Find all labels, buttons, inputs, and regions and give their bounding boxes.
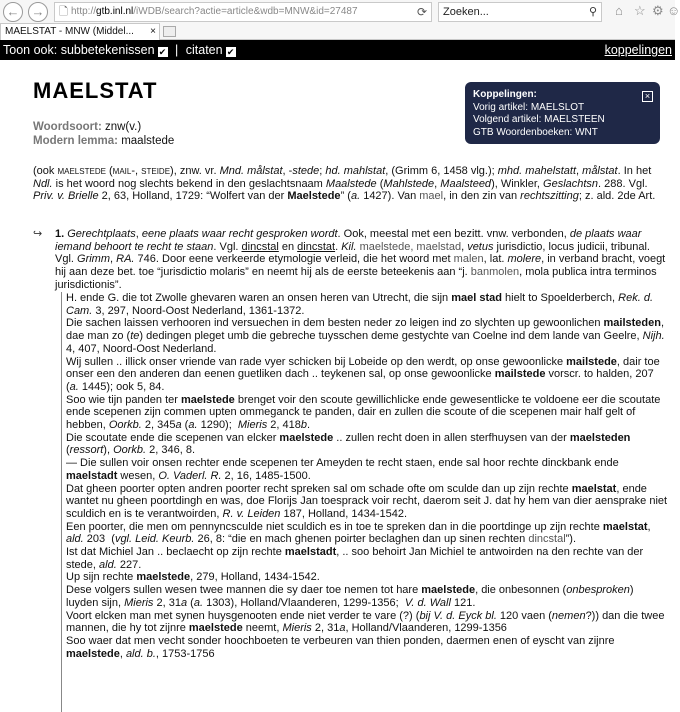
entry-meta: Woordsoort: znw(v.) Modern lemma: maalstede bbox=[33, 121, 175, 147]
etymology-paragraph: (ook maelstede (mail-, steide), znw. vr. Mnd. målstat, -stede; hd. mahlstat, (Grimm 6, 1458 vlg.); mhd. mahelstatt, målstat. In het Ndl. is het woord nog slechts bekend in den geslachtsnaam Maalstede (Mahlstede, Maalsteed), Winkler, Geslachtsn. 288. Vgl. Priv. v. Brielle 2, 63, Holland, 1729: “Wolfert van der Maelstede” (a. 1427). Van mael, in den zin van rechtszitting; z. ald. 2de Art. bbox=[33, 165, 656, 203]
koppelingen-panel: Koppelingen: Vorig artikel: MAELSLOT Volgend artikel: MAELSTEEN GTB Woordenboeken: WNT × bbox=[465, 82, 660, 144]
citation: Voort elcken man met synen huysgenooten ende niet verder te vare (?) (bij V. d. Eyck bl. 120 vaen (nemen?)) dan die twee mannen, die hy tot zijnre maelstede neemt, Mieris 2, 31a, Holland/Vlaanderen, 1299-1356 bbox=[66, 609, 665, 635]
citation: Wij sullen .. illick onser vriende van rade vyer schicken bij Lobeide op den werdt, op onse gewoonlicke mailstede, dair toe onser een den anderen dan eenen guetliken dach .. teykenen sal, op onse gewoonlicke mailstede vorscr. to halden, 207 (a. 1445); ook 5, 84. bbox=[66, 355, 660, 393]
citation: Dese volgers sullen wesen twee mannen die sy daer toe nemen tot hare maelstede, die onbesonnen (onbesproken) luyden sijn, Mieris 2, 31a (a. 1303), Holland/Vlaanderen, 1299-1356; V. d. Wall 121. bbox=[66, 584, 634, 609]
favorites-icon[interactable]: ☆ bbox=[634, 3, 646, 18]
citation: Een poorter, die men om pennyncsculde niet sculdich es in toe te spreken dan in die poortdinge up zijn rechte maelstat, ald. 203 (vgl. Leid. Keurb. 26, 8: “die en mach ghenen poirter beclaghen dan up sinen rechten dincstal”). bbox=[66, 520, 651, 546]
address-bar[interactable]: 🗋 http://gtb.inl.nl/iWDB/search?actie=article&wdb=MNW&id=27487 ⟳ bbox=[54, 2, 432, 22]
citation: Ist dat Michiel Jan .. beclaecht op zijn rechte maelstadt, .. soo behoirt Jan Michiel te antwoirden na den rechte van der stede, ald. 227. bbox=[66, 546, 644, 571]
forward-button[interactable]: → bbox=[28, 2, 48, 22]
vorig-artikel-link[interactable]: MAELSLOT bbox=[530, 101, 585, 113]
citation: Up sijn rechte maelstede, 279, Holland, 1434-1542. bbox=[66, 571, 320, 584]
citation: Soo waer dat men vecht sonder hoochboeten te verbeuren van thien ponden, daermen enen of eyscht van zijnre maelstede, ald. b., 1753-1756 bbox=[66, 634, 615, 660]
citation: Soo wie tijn panden ter maelstede brenget voir den scoute gewillichlicke ende gewesentlicke te voldoene eer die scoutate ende scepenen zijn commen upten ommeganck te panden, dair en zullen die scoute of die scepenen mair half gelt of hebben, Oorkb. 2, 345a (a. 1290); Mieris 2, 418b. bbox=[66, 393, 661, 432]
citation: — Die sullen voir onsen rechter ende scepenen ter Ameyden te recht staen, ende sal hoor rechte dinckbank ende maelstadt wesen, O. Vaderl. R. 2, 16, 1485-1500. bbox=[66, 457, 619, 482]
citation: Dat gheen poorter opten andren poorter recht spreken sal om schade ofte om sculde dan up zijn rechte maelstat, ende wantet nu gheen poortdingh en was, doe Florijs Jan toesprack voir recht, daerom seit J. dat hy hem van dier aensprake niet sculdich en is te verantwoirden, R. v. Leiden 187, Holland, 1434-1542. bbox=[66, 482, 668, 520]
headword: MAELSTAT bbox=[33, 78, 158, 103]
citation: Die sachen laissen verhooren ind versuechen in dem besten neder zo leigen ind zo slychten up gewoonlichen mailsteden, dae man zo (te) dedingen pleget umb die gebreche tuysschen deme gestychte van Coelne ind dem lande van Geelre, Nijh. 4, 407, Noord-Oost Nederland. bbox=[66, 317, 665, 355]
sense-arrow-icon[interactable]: ↪ bbox=[33, 228, 43, 240]
browser-chrome bbox=[0, 0, 680, 40]
display-options-bar: Toon ook: subbetekenissen ✔ | citaten ✔ koppelingen bbox=[0, 40, 675, 60]
citaten-checkbox[interactable]: ✔ bbox=[226, 47, 235, 57]
back-button[interactable]: ← bbox=[3, 2, 23, 22]
sense-1: ↪ 1. Gerechtplaats, eene plaats waar recht gesproken wordt. Ook, meestal met een bezitt. vnw. verbonden, de plaats waar iemand behoort te recht te staan. Vgl. dincstal en dincstat. Kil. maelstede, maelstad, vetus jurisdictio, locus judicii, tribunal. Vgl. Grimm, RA. 746. Door eene verkeerde etymologie verleid, die het woord met malen, lat. molere, in verband bracht, voegt hij aan deze bet. toe “jurisdictio molaris” en neemt hij als de eerste beteekenis aan “j. banmolen, mola publica intra terminos jurisdictionis”. bbox=[33, 228, 666, 291]
tab-close-icon[interactable]: × bbox=[150, 26, 156, 37]
home-icon[interactable]: ⌂ bbox=[615, 3, 623, 18]
browser-tab[interactable]: MAELSTAT - MNW (Middel... × bbox=[0, 23, 160, 40]
citations-list bbox=[66, 292, 668, 660]
close-icon[interactable]: × bbox=[642, 91, 653, 102]
page-icon: 🗋 bbox=[59, 6, 68, 18]
search-input[interactable]: Zoeken... ⚲ bbox=[438, 2, 602, 22]
search-icon[interactable]: ⚲ bbox=[588, 6, 597, 18]
citation: H. ende G. die tot Zwolle ghevaren waren an onsen heren van Utrecht, die sijn mael stad hielt to Spoelderberch, Rek. d. Cam. 3, 297, Noord-Oost Nederland, 1361-1372. bbox=[66, 292, 654, 317]
refresh-icon[interactable]: ⟳ bbox=[416, 5, 427, 19]
new-tab-button[interactable] bbox=[163, 26, 176, 37]
volgend-artikel-link[interactable]: MAELSTEEN bbox=[544, 114, 605, 125]
feedback-icon[interactable]: ☺ bbox=[667, 3, 680, 18]
citation: Die scoutate ende die scepenen van elcker maelstede .. zullen recht doen in allen sterfhuysen van der maelsteden (ressort), Oorkb. 2, 346, 8. bbox=[66, 431, 631, 457]
settings-gear-icon[interactable]: ⚙ bbox=[652, 3, 664, 18]
wnt-link[interactable]: WNT bbox=[575, 126, 598, 138]
koppelingen-link[interactable]: koppelingen bbox=[604, 43, 672, 57]
subbetekenissen-checkbox[interactable]: ✔ bbox=[158, 47, 167, 57]
